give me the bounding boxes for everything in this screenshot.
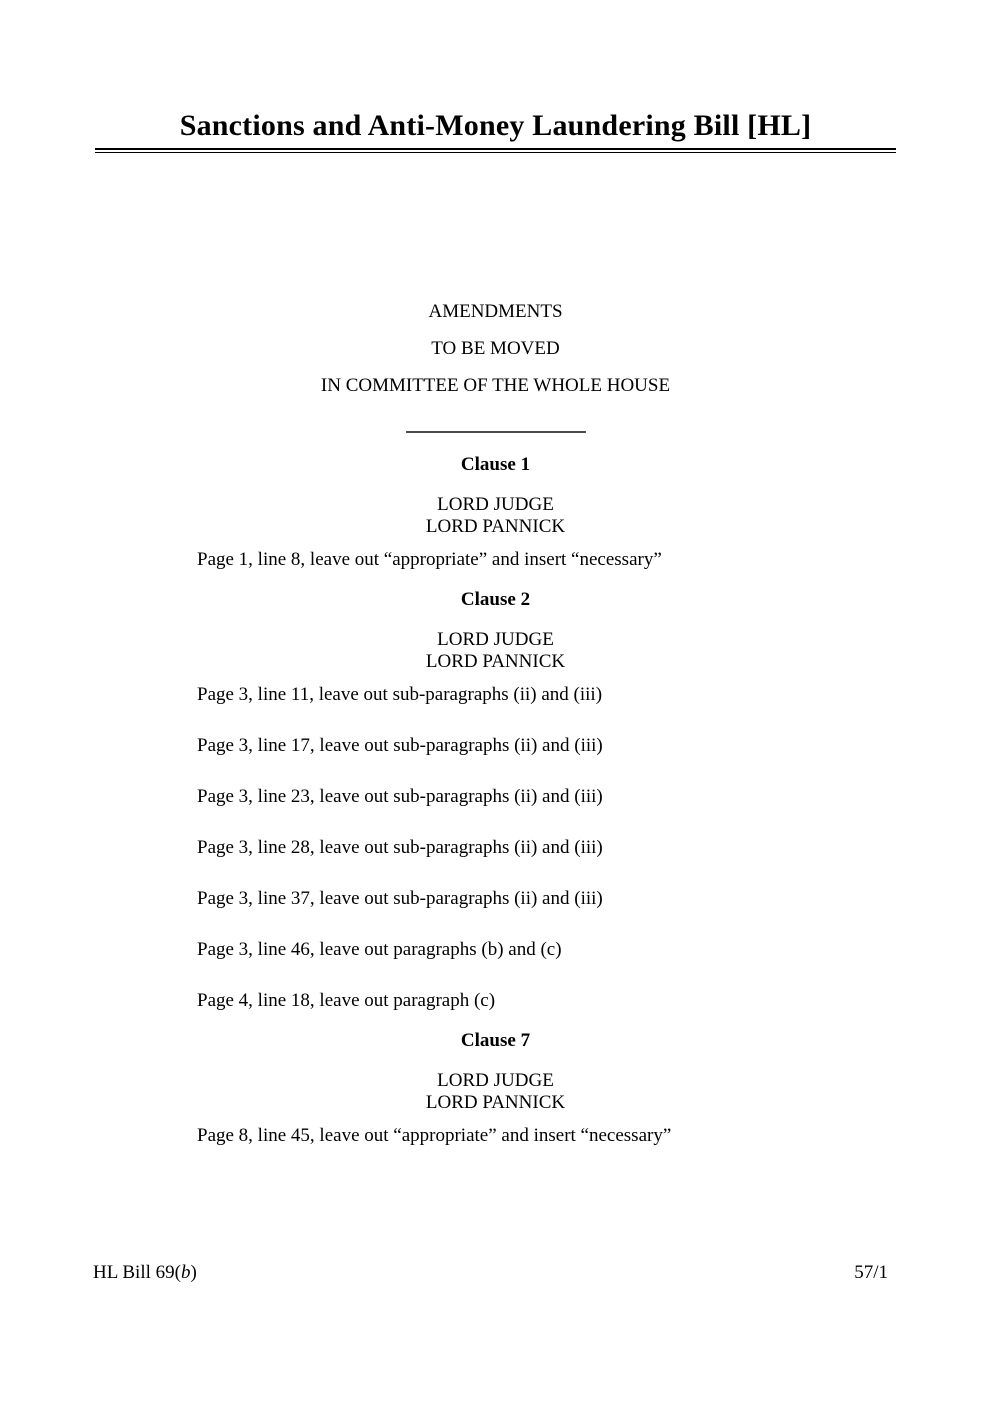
section-divider-rule [406,431,586,433]
sponsor-list [0,494,991,538]
sponsor-list [0,1070,991,1114]
sponsor-list [0,629,991,673]
title-rule [95,148,896,153]
sponsor-name: LORD JUDGE [437,1070,554,1091]
amendment-text: Page 3, line 37, leave out sub-paragraphs (ii) and (iii) [197,888,603,909]
page-title: Sanctions and Anti-Money Laundering Bill [HL] [179,109,812,142]
amendment-text: Page 4, line 18, leave out paragraph (c) [197,990,496,1011]
bill-reference [93,1261,197,1284]
clause-heading: Clause 7 [460,1030,531,1051]
paper-number: 57/1 [854,1262,888,1283]
amendment-text: Page 3, line 28, leave out sub-paragraphs (ii) and (iii) [197,837,603,858]
bill-reference-suffix: ) [190,1262,197,1283]
clause-section-2 [0,588,991,1013]
clause-section-1 [0,453,991,572]
page-footer [93,1261,888,1284]
amendment-text: Page 3, line 46, leave out paragraphs (b) and (c) [197,939,562,960]
sponsor-name: LORD PANNICK [425,1092,566,1113]
sponsor-name: LORD PANNICK [425,516,566,537]
sponsor-name: LORD JUDGE [437,494,554,515]
doc-heading-line-amendments: AMENDMENTS [428,301,563,322]
clause-section-7 [0,1029,991,1148]
sponsor-name: LORD JUDGE [437,629,554,650]
amendment-text: Page 8, line 45, leave out “appropriate” and insert “necessary” [197,1125,672,1146]
clause-heading: Clause 2 [460,589,531,610]
amendment-text: Page 3, line 11, leave out sub-paragraphs (ii) and (iii) [197,684,603,705]
sponsor-name: LORD PANNICK [425,651,566,672]
doc-heading-line-committee: IN COMMITTEE OF THE WHOLE HOUSE [320,375,671,396]
clause-heading: Clause 1 [460,454,531,475]
amendment-text: Page 1, line 8, leave out “appropriate” and insert “necessary” [197,549,662,570]
bill-reference-letter: b [180,1262,191,1283]
amendment-list [0,548,991,572]
amendment-list [0,683,991,1013]
amendment-text: Page 3, line 17, leave out sub-paragraphs (ii) and (iii) [197,735,603,756]
bill-reference-prefix: HL Bill 69( [93,1262,181,1283]
document-heading [0,300,991,397]
amendment-list [0,1124,991,1148]
doc-heading-line-to-be-moved: TO BE MOVED [431,338,560,359]
amendment-text: Page 3, line 23, leave out sub-paragraphs (ii) and (iii) [197,786,603,807]
